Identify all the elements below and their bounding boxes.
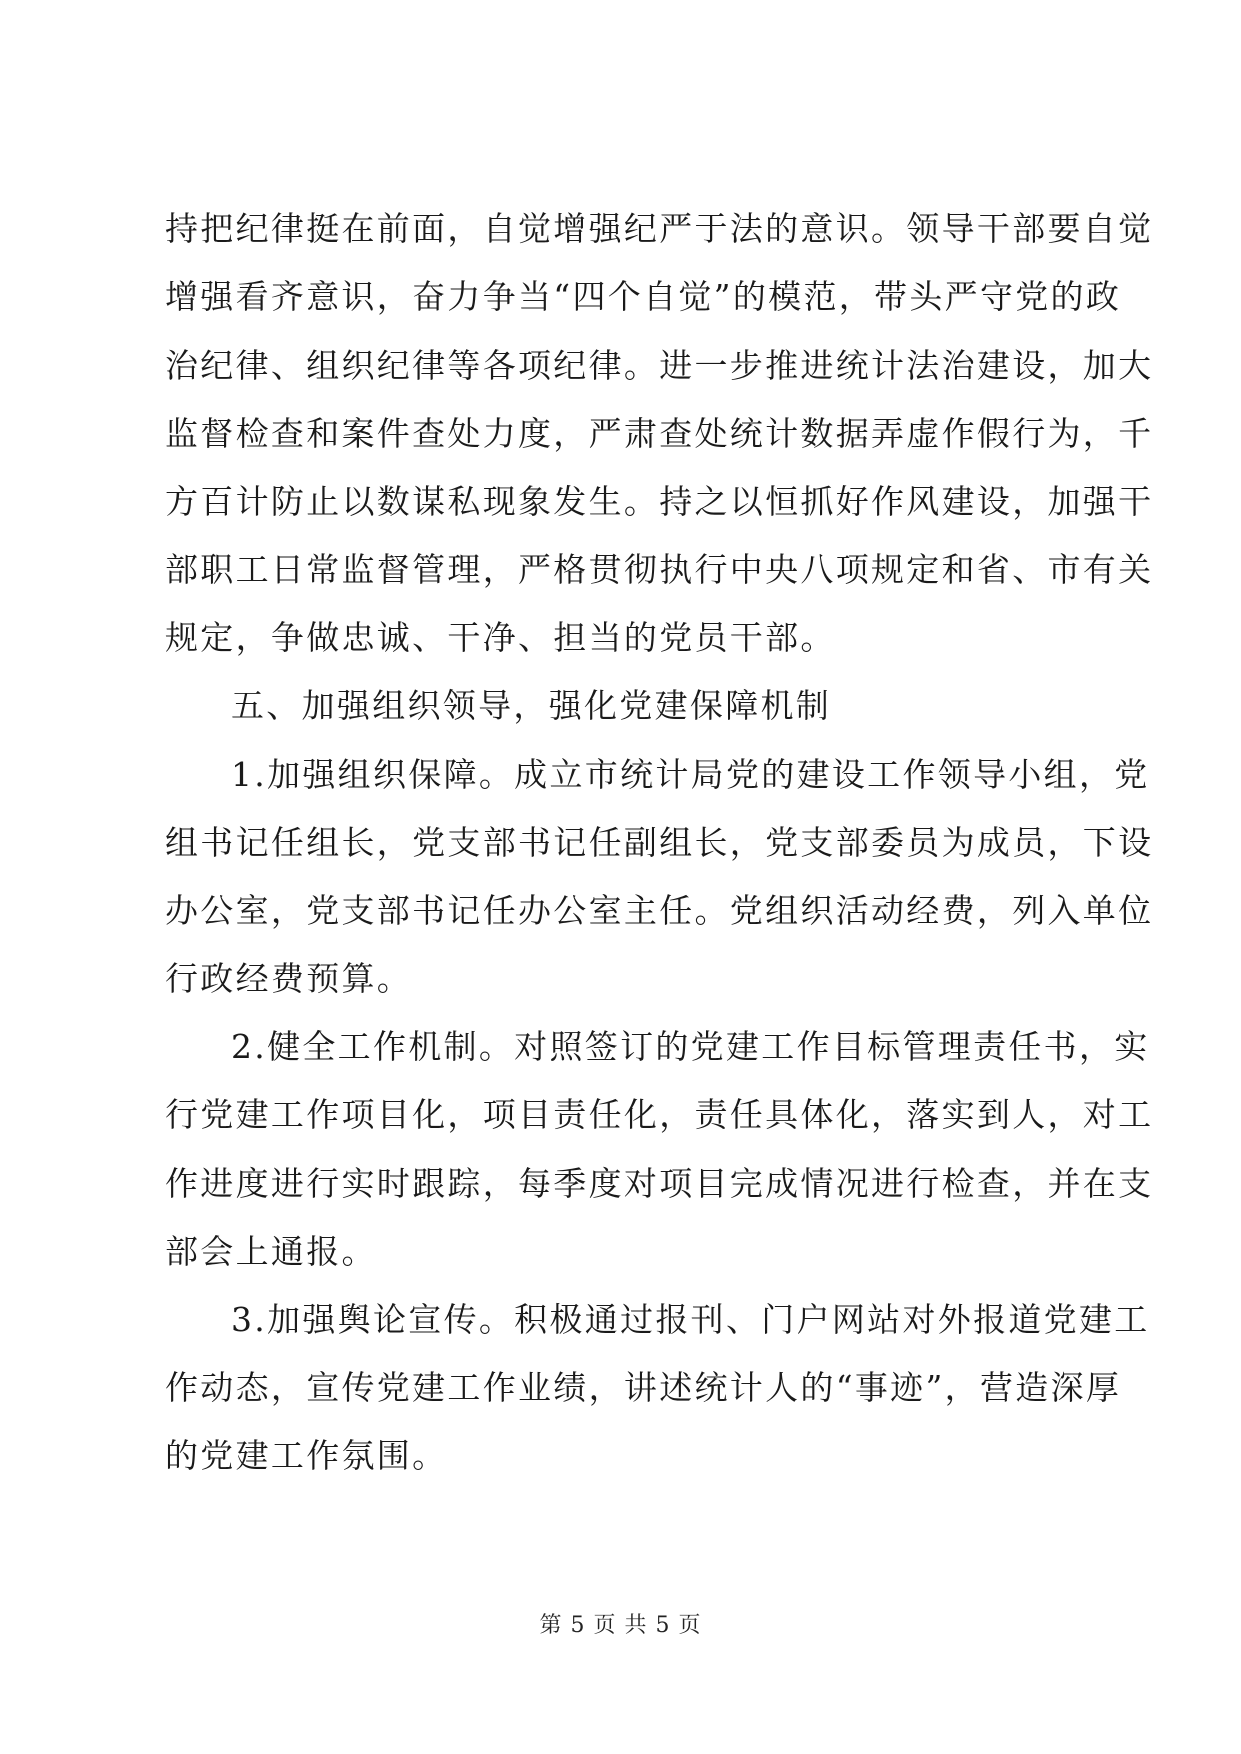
paragraph-line: 行政经费预算。: [165, 959, 413, 998]
paragraph-line: 作进度进行实时跟踪，每季度对项目完成情况进行检查，并在支: [165, 1164, 1154, 1203]
paragraph-line: 规定，争做忠诚、干净、担当的党员干部。: [165, 618, 836, 657]
paragraph-line: 办公室，党支部书记任办公室主任。党组织活动经费，列入单位: [165, 891, 1154, 930]
paragraph-line: 组书记任组长，党支部书记任副组长，党支部委员为成员，下设: [165, 823, 1154, 862]
paragraph-line: 监督检查和案件查处力度，严肃查处统计数据弄虚作假行为，千: [165, 414, 1154, 453]
paragraph-line: 治纪律、组织纪律等各项纪律。进一步推进统计法治建设，加大: [165, 346, 1154, 385]
paragraph-line: 行党建工作项目化，项目责任化，责任具体化，落实到人，对工: [165, 1095, 1154, 1134]
page-number-footer: 第 5 页 共 5 页: [539, 1613, 702, 1638]
paragraph-line: 增强看齐意识，奋力争当“四个自觉”的模范，带头严守党的政: [165, 277, 1122, 316]
section-heading: 五、加强组织领导，强化党建保障机制: [231, 686, 832, 725]
paragraph-line: 3.加强舆论宣传。积极通过报刊、门户网站对外报道党建工: [231, 1300, 1150, 1339]
paragraph-line: 方百计防止以数谋私现象发生。持之以恒抓好作风建设，加强干: [165, 482, 1154, 521]
paragraph-line: 2.健全工作机制。对照签订的党建工作目标管理责任书，实: [231, 1027, 1150, 1066]
paragraph-line: 部职工日常监督管理，严格贯彻执行中央八项规定和省、市有关: [165, 550, 1154, 589]
paragraph-line: 持把纪律挺在前面，自觉增强纪严于法的意识。领导干部要自觉: [165, 209, 1154, 248]
paragraph-line: 1.加强组织保障。成立市统计局党的建设工作领导小组，党: [231, 755, 1150, 794]
paragraph-line: 部会上通报。: [165, 1232, 377, 1271]
paragraph-line: 的党建工作氛围。: [165, 1436, 448, 1475]
paragraph-line: 作动态，宣传党建工作业绩，讲述统计人的“事迹”，营造深厚: [165, 1368, 1122, 1407]
